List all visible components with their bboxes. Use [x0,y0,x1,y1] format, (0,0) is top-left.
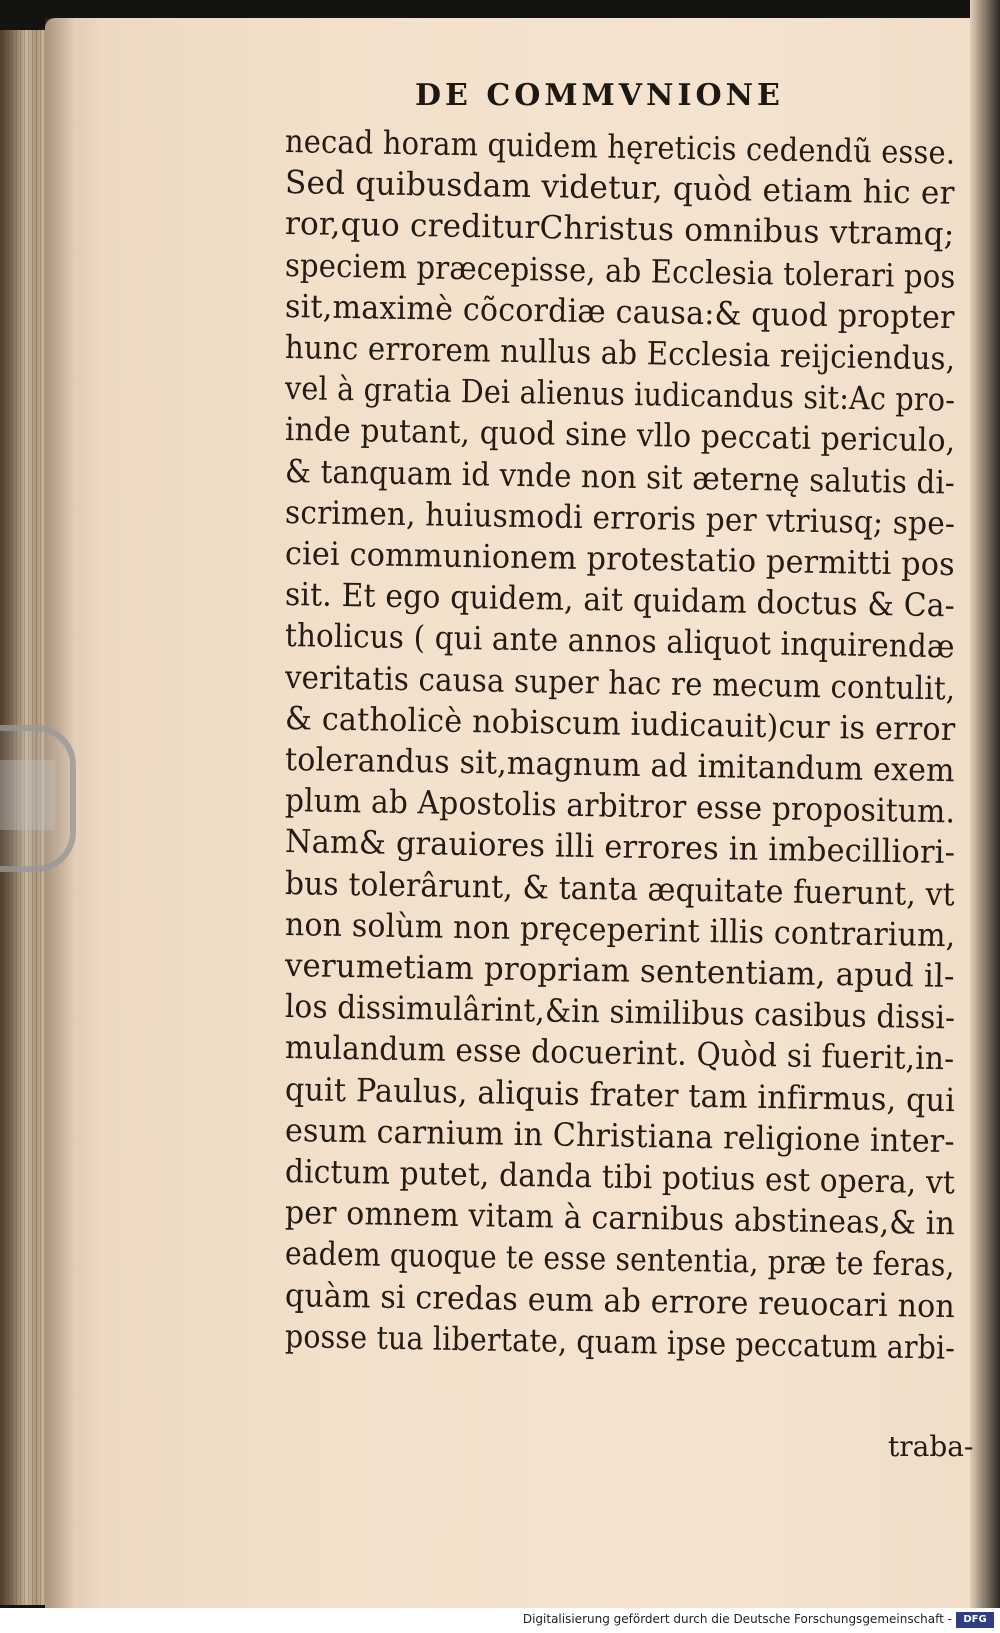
footer-credit: Digitalisierung gefördert durch die Deutsche Forschungsgemeinschaft - [522,1612,952,1626]
text-line: Nam& grauiores illi errores in imbecilliori- [284,822,956,872]
text-line: non solùm non pręceperint illis contrarium, [284,904,956,955]
text-line: tholicus ( qui ante annos aliquot inquirendæ [284,616,955,666]
text-line: quàm si credas eum ab errore reuocari non [284,1275,956,1325]
text-line: veritatis causa super hac re mecum contulit, [284,657,956,708]
footer-bar [0,1608,1000,1633]
text-line: per omnem vitam à carnibus abstineas,& in [284,1193,956,1243]
running-head: DE COMMVNIONE [415,78,784,113]
text-line: inde putant, quod sine vllo peccati periculo, [284,410,956,460]
text-line: mulandum esse docuerint. Quòd si fuerit,in- [284,1028,955,1078]
text-line: verumetiam propriam sententiam, apud il- [284,946,955,995]
text-line: ciei communionem protestatio permitti pos [284,534,956,584]
text-line: bus tolerârunt, & tanta æquitate fuerunt, vt [284,863,956,913]
text-line: dictum putet, danda tibi potius est opera, vt [284,1152,956,1202]
text-line: plum ab Apostolis arbitror esse propositum. [284,781,956,831]
catchword: traba- [888,1430,974,1463]
text-line: quit Paulus, aliquis frater tam infirmus, qui [284,1069,956,1119]
text-line: speciem præcepisse, ab Ecclesia tolerari pos [284,245,956,296]
text-line: hunc errorem nullus ab Ecclesia reijciendus, [284,328,956,378]
text-line: ror,quo crediturChristus omnibus vtramq; [284,204,955,254]
page-right-edge [970,0,1000,1608]
text-line: esum carnium in Christiana religione inter- [284,1110,956,1160]
page-clip [0,725,76,872]
text-line: necad horam quidem hęreticis cedendũ esse. [284,122,956,172]
text-line: los dissimulârint,&in similibus casibus dissi- [284,987,956,1037]
text-line: sit,maximè cõcordiæ causa:& quod propter [284,286,955,336]
text-line: sit. Et ego quidem, ait quidam doctus & Ca- [284,575,956,625]
text-line: eadem quoque te esse sententia, præ te feras, [284,1234,955,1285]
text-line: & tanquam id vnde non sit æternę salutis di- [284,451,956,502]
text-line: & catholicè nobiscum iudicauit)cur is error [284,698,956,748]
text-line: scrimen, huiusmodi erroris per vtriusq; spe- [284,492,956,543]
text-line: tolerandus sit,magnum ad imitandum exem [284,740,956,790]
text-line: Sed quibusdam videtur, quòd etiam hic er [284,163,955,212]
dfg-logo: DFG [956,1612,994,1628]
text-line: vel à gratia Dei alienus iudicandus sit:Ac pro- [284,369,956,419]
text-line: posse tua libertate, quam ipse peccatum arbi- [284,1316,956,1367]
